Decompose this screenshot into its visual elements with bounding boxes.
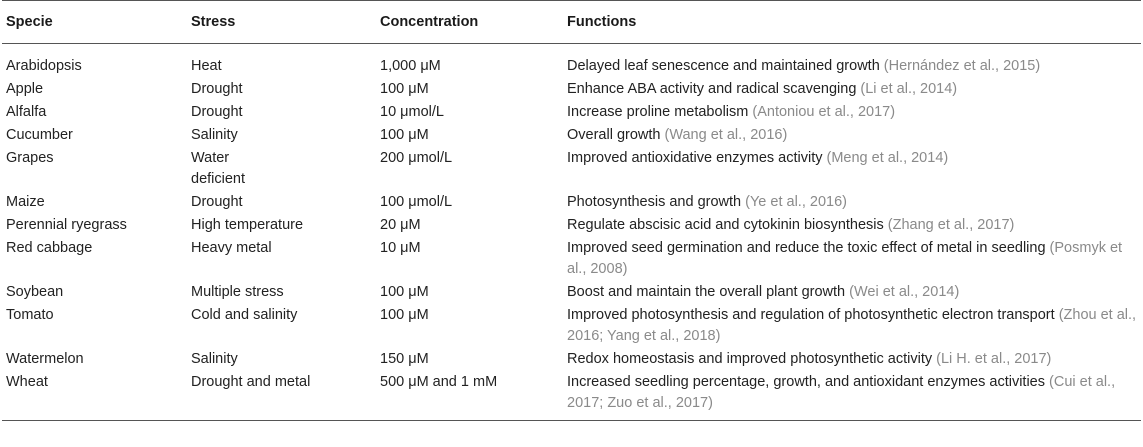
cell-specie: Tomato (6, 307, 54, 323)
function-text: Regulate abscisic acid and cytokinin biosynthesis (567, 217, 888, 233)
cell-concentration: 10 μM (380, 240, 421, 256)
function-text: Overall growth (567, 127, 665, 143)
function-text: Improved seed germination and reduce the toxic effect of metal in seedling (567, 240, 1050, 256)
table-row (2, 190, 1141, 213)
cell-stress: Water deficient (191, 150, 246, 187)
table-row (2, 54, 1141, 77)
table-header (2, 1, 1141, 43)
cell-specie: Wheat (6, 374, 48, 390)
cell-specie: Alfalfa (6, 104, 47, 120)
citation-link[interactable]: (Meng et al., 2014) (826, 150, 949, 166)
header-specie: Specie (6, 14, 53, 30)
cell-specie: Cucumber (6, 127, 73, 143)
cell-stress: Drought (191, 194, 243, 210)
cell-specie: Arabidopsis (6, 58, 82, 74)
cell-concentration: 500 μM and 1 mM (380, 374, 498, 390)
cell-function (567, 303, 1141, 347)
table-row (2, 77, 1141, 100)
cell-concentration: 100 μM (380, 307, 429, 323)
cell-concentration: 150 μM (380, 351, 429, 367)
cell-specie: Perennial ryegrass (6, 217, 127, 233)
cell-concentration: 100 μM (380, 284, 429, 300)
function-text: Improved antioxidative enzymes activity (567, 150, 827, 166)
citation-link[interactable]: (Posmyk et al., 2008) (567, 240, 1123, 277)
citation-link[interactable]: (Hernández et al., 2015) (883, 58, 1041, 74)
cell-function (567, 370, 1141, 414)
table-row (2, 280, 1141, 303)
cell-specie: Red cabbage (6, 240, 93, 256)
cell-specie: Soybean (6, 284, 64, 300)
citation-link[interactable]: (Ye et al., 2016) (745, 194, 847, 210)
cell-function (567, 123, 1141, 146)
table-row (2, 100, 1141, 123)
cell-function (567, 213, 1141, 236)
cell-concentration: 100 μM (380, 81, 429, 97)
function-text: Enhance ABA activity and radical scavenging (567, 81, 861, 97)
table-row (2, 370, 1141, 414)
header-stress: Stress (191, 14, 236, 30)
function-text: Improved photosynthesis and regulation of photosynthetic electron transport (567, 307, 1059, 323)
citation-link[interactable]: (Wei et al., 2014) (849, 284, 960, 300)
table-row (2, 303, 1141, 347)
cell-concentration: 10 μmol/L (380, 104, 444, 120)
cell-stress: Heavy metal (191, 240, 272, 256)
cell-stress: Drought (191, 104, 243, 120)
cell-stress: Drought and metal (191, 374, 311, 390)
cell-function (567, 77, 1141, 100)
cell-specie: Apple (6, 81, 44, 97)
table-row (2, 236, 1141, 280)
cell-concentration: 20 μM (380, 217, 421, 233)
function-text: Delayed leaf senescence and maintained growth (567, 58, 884, 74)
table-row (2, 123, 1141, 146)
cell-stress: High temperature (191, 217, 304, 233)
citation-link[interactable]: (Zhang et al., 2017) (887, 217, 1015, 233)
citation-link[interactable]: (Li et al., 2014) (860, 81, 958, 97)
cell-stress: Salinity (191, 127, 238, 143)
cell-stress: Salinity (191, 351, 238, 367)
citation-link[interactable]: (Wang et al., 2016) (664, 127, 788, 143)
cell-specie: Maize (6, 194, 45, 210)
cell-function (567, 347, 1141, 370)
citation-link[interactable]: (Li H. et al., 2017) (936, 351, 1052, 367)
bottom-rule (2, 420, 1141, 421)
cell-stress: Multiple stress (191, 284, 284, 300)
cell-stress: Drought (191, 81, 243, 97)
table-row (2, 347, 1141, 370)
cell-stress: Heat (191, 58, 222, 74)
cell-function (567, 100, 1141, 123)
cell-function (567, 146, 1141, 190)
cell-function (567, 236, 1141, 280)
cell-concentration: 100 μM (380, 127, 429, 143)
header-concentration: Concentration (380, 14, 479, 30)
cell-function (567, 280, 1141, 303)
cell-concentration: 200 μmol/L (380, 150, 453, 166)
citation-link[interactable]: (Zhou et al., 2016; Yang et al., 2018) (567, 307, 1137, 344)
table-row (2, 213, 1141, 236)
function-text: Boost and maintain the overall plant growth (567, 284, 850, 300)
cell-concentration: 1,000 μM (380, 58, 441, 74)
cell-function (567, 54, 1141, 77)
cell-specie: Grapes (6, 150, 54, 166)
function-text: Photosynthesis and growth (567, 194, 746, 210)
table-row (2, 146, 1141, 190)
cell-stress: Cold and salinity (191, 307, 298, 323)
header-functions: Functions (567, 14, 637, 30)
cell-concentration: 100 μmol/L (380, 194, 453, 210)
function-text: Increase proline metabolism (567, 104, 753, 120)
cell-specie: Watermelon (6, 351, 84, 367)
cell-function (567, 190, 1141, 213)
data-table (2, 0, 1141, 421)
citation-link[interactable]: (Cui et al., 2017; Zuo et al., 2017) (567, 374, 1116, 411)
function-text: Increased seedling percentage, growth, and antioxidant enzymes activities (567, 374, 1050, 390)
function-text: Redox homeostasis and improved photosynthetic activity (567, 351, 937, 367)
citation-link[interactable]: (Antoniou et al., 2017) (752, 104, 896, 120)
